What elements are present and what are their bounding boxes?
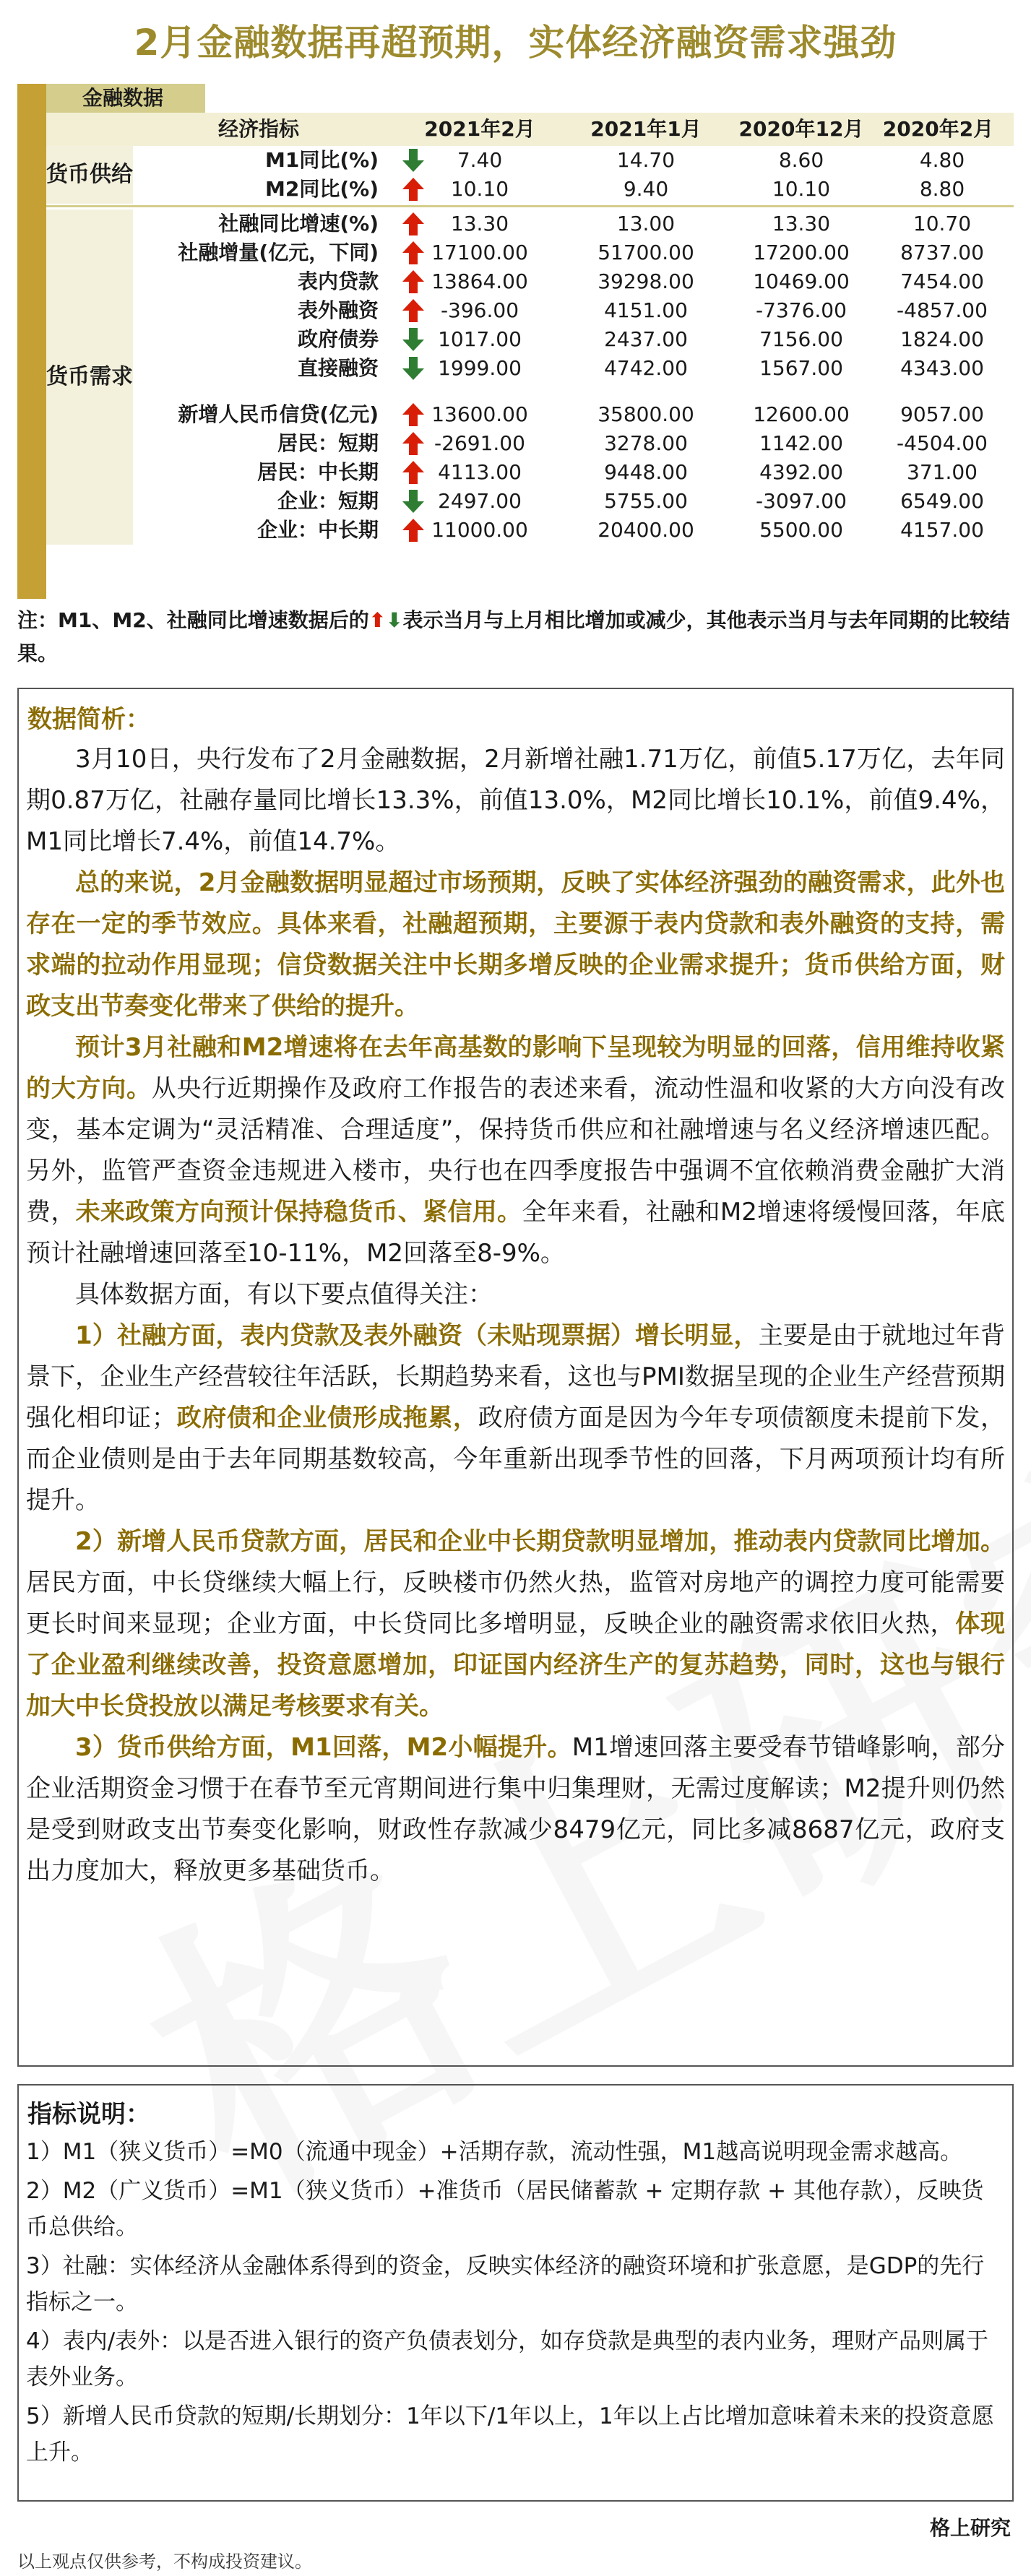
table-row	[133, 429, 1014, 458]
table-section-label: 金融数据	[46, 84, 205, 113]
value-cell: 371.00	[907, 460, 978, 484]
value-cell: -4857.00	[897, 298, 988, 322]
group-label: 货币需求	[46, 209, 133, 545]
value-cell: 13600.00	[431, 402, 528, 426]
value-cell: 4392.00	[759, 460, 843, 484]
analysis-para-5: 1）社融方面，表内贷款及表外融资（未贴现票据）增长明显，主要是由于就地过年背景下，企业生产经营较往年活跃，长期趋势来看，这也与PMI数据呈现的企业生产经营预期强化相印证；政府债和企业债形成拖累，政府债方面是因为今年专项债额度未提前下发，而企业债则是由于去年同期基数较高，今年重新出现季节性的回落，下月两项预计均有所提升。	[26, 1321, 1006, 1515]
table-row	[133, 400, 1014, 429]
definitions-box	[17, 2084, 1014, 2502]
table-note: 注：M1、M2、社融同比增速数据后的⬆⬇表示当月与上月相比增加或减少，其他表示当月与去年同期的比较结果。	[17, 608, 1010, 665]
group-label: 货币供给	[46, 146, 133, 204]
header-indicator: 经济指标	[217, 117, 299, 141]
header-col-2: 2021年1月	[590, 117, 702, 141]
value-cell: 17200.00	[753, 241, 850, 264]
value-cell: 8737.00	[900, 241, 984, 264]
indicator-name: 表内贷款	[297, 269, 379, 293]
indicator-name: 表外融资	[297, 298, 379, 322]
value-cell: -7376.00	[756, 298, 847, 322]
value-cell: 39298.00	[598, 269, 694, 293]
value-cell: 4113.00	[438, 460, 522, 484]
header-col-3: 2020年12月	[738, 117, 864, 141]
indicator-name: 社融同比增速(%)	[218, 212, 379, 235]
table-row	[133, 487, 1014, 516]
value-cell: 4742.00	[604, 356, 688, 380]
indicator-name: 政府债券	[297, 327, 379, 351]
table-row	[133, 238, 1014, 267]
table-row	[133, 267, 1014, 296]
value-cell: 35800.00	[598, 402, 694, 426]
up-arrow-icon: ⬆	[368, 608, 387, 632]
value-cell: 13.30	[450, 212, 509, 235]
indicator-name: 居民：短期	[277, 431, 379, 455]
value-cell: 9057.00	[900, 402, 984, 426]
indicator-name: 企业：短期	[277, 489, 379, 513]
value-cell: -396.00	[440, 298, 519, 322]
value-cell: -3097.00	[756, 489, 847, 513]
header-col-1: 2021年2月	[424, 117, 535, 141]
definition-item: 4）表内/表外：以是否进入银行的资产负债表划分，如存贷款是典型的表内业务，理财产品则属于表外业务。	[26, 2328, 989, 2390]
value-cell: 4343.00	[900, 356, 984, 380]
analysis-para-7: 3）货币供给方面，M1回落，M2小幅提升。M1增速回落主要受春节错峰影响，部分企业活期资金习惯于在春节至元宵期间进行集中归集理财，无需过度解读；M2提升则仍然是受到财政支出节奏变化影响，财政性存款减少8479亿元，同比多减8687亿元，政府支出力度加大，释放更多基础货币。	[26, 1733, 1006, 1885]
definition-item: 3）社融：实体经济从金融体系得到的资金，反映实体经济的融资环境和扩张意愿，是GDP的先行指标之一。	[26, 2253, 985, 2315]
value-cell: 20400.00	[598, 518, 694, 542]
value-cell: 10.10	[772, 177, 831, 201]
value-cell: 1824.00	[900, 327, 984, 351]
indicator-name: M2同比(%)	[265, 177, 379, 201]
table-header-row	[46, 113, 1014, 146]
value-cell: -4504.00	[897, 431, 988, 455]
definitions-title: 指标说明：	[27, 2100, 150, 2129]
value-cell: -2691.00	[434, 431, 525, 455]
value-cell: 5755.00	[604, 489, 688, 513]
value-cell: 7454.00	[900, 269, 984, 293]
table-row	[133, 458, 1014, 487]
definition-item: 1）M1（狭义货币）=M0（流通中现金）+活期存款，流动性强，M1越高说明现金需求越高。	[26, 2139, 963, 2165]
indicator-name: 新增人民币信贷(亿元)	[178, 402, 379, 426]
value-cell: 8.80	[919, 177, 965, 201]
table-row	[133, 516, 1014, 545]
value-cell: 2437.00	[604, 327, 688, 351]
value-cell: 10.10	[450, 177, 509, 201]
value-cell: 2497.00	[438, 489, 522, 513]
table-row	[133, 209, 1014, 238]
value-cell: 7156.00	[759, 327, 843, 351]
value-cell: 7.40	[457, 148, 503, 172]
value-cell: 14.70	[616, 148, 676, 172]
analysis-para-1: 3月10日，央行发布了2月金融数据，2月新增社融1.71万亿，前值5.17万亿，去年同期0.87万亿，社融存量同比增长13.3%，前值13.0%，M2同比增长10.1%，前值9.4%，M1同比增长7.4%，前值14.7%。	[26, 745, 1005, 856]
value-cell: 8.60	[778, 148, 824, 172]
table-row	[133, 146, 1014, 175]
analysis-para-2: 总的来说，2月金融数据明显超过市场预期，反映了实体经济强劲的融资需求，此外也存在一定的季节效应。具体来看，社融超预期，主要源于表内贷款和表外融资的支持，需求端的拉动作用显现；信贷数据关注中长期多增反映的企业需求提升；货币供给方面，财政支出节奏变化带来了供给的提升。	[26, 868, 1005, 1021]
value-cell: 9448.00	[604, 460, 688, 484]
disclaimer: 以上观点仅供参考，不构成投资建议。	[17, 2551, 312, 2572]
value-cell: 13.00	[616, 212, 676, 235]
down-arrow-icon: ⬇	[386, 608, 403, 632]
value-cell: 4151.00	[604, 298, 688, 322]
value-cell: 3278.00	[604, 431, 688, 455]
indicator-name: 居民：中长期	[256, 460, 379, 484]
value-cell: 11000.00	[431, 518, 528, 542]
source-label: 格上研究	[929, 2516, 1011, 2540]
header-col-4: 2020年2月	[882, 117, 994, 141]
page-title: 2月金融数据再超预期，实体经济融资需求强劲	[134, 22, 897, 64]
indicator-name: 企业：中长期	[256, 518, 379, 542]
value-cell: 13864.00	[431, 269, 528, 293]
analysis-para-4: 具体数据方面，有以下要点值得关注：	[75, 1280, 493, 1309]
table-row	[133, 296, 1014, 325]
analysis-title: 数据简析：	[27, 705, 150, 734]
value-cell: 6549.00	[900, 489, 984, 513]
analysis-para-6: 2）新增人民币贷款方面，居民和企业中长期贷款明显增加，推动表内贷款同比增加。居民方面，中长贷继续大幅上行，反映楼市仍然火热，监管对房地产的调控力度可能需要更长时间来显现；企业方面，中长贷同比多增明显，反映企业的融资需求依旧火热，体现了企业盈利继续改善，投资意愿增加，印证国内经济生产的复苏趋势，同时，这也与银行加大中长贷投放以满足考核要求有关。	[26, 1527, 1005, 1721]
value-cell: 10.70	[913, 212, 972, 235]
definition-item: 5）新增人民币贷款的短期/长期划分：1年以下/1年以上，1年以上占比增加意味着未来的投资意愿上升。	[26, 2403, 994, 2465]
table-row	[133, 325, 1014, 354]
value-cell: 1017.00	[438, 327, 522, 351]
indicator-name: 直接融资	[297, 356, 379, 380]
indicator-name: M1同比(%)	[265, 148, 379, 172]
analysis-para-3: 预计3月社融和M2增速将在去年高基数的影响下呈现较为明显的回落，信用维持收紧的大方向。从央行近期操作及政府工作报告的表述来看，流动性温和收紧的大方向没有改变，基本定调为“灵活精准、合理适度”，保持货币供应和社融增速与名义经济增速匹配。另外，监管严查资金违规进入楼市，央行也在四季度报告中强调不宜依赖消费金融扩大消费，未来政策方向预计保持稳货币、紧信用。全年来看，社融和M2增速将缓慢回落，年底预计社融增速回落至10-11%，M2回落至8-9%。	[26, 1033, 1006, 1268]
value-cell: 1142.00	[759, 431, 843, 455]
value-cell: 17100.00	[431, 241, 528, 264]
table-row	[133, 175, 1014, 204]
financial-data-table	[17, 84, 1014, 599]
table-side-bar	[17, 84, 46, 599]
value-cell: 13.30	[772, 212, 831, 235]
value-cell: 4157.00	[900, 518, 984, 542]
value-cell: 51700.00	[598, 241, 694, 264]
value-cell: 1999.00	[438, 356, 522, 380]
indicator-name: 社融增量(亿元，下同)	[178, 241, 379, 264]
value-cell: 1567.00	[759, 356, 843, 380]
value-cell: 12600.00	[753, 402, 850, 426]
table-row	[133, 354, 1014, 383]
value-cell: 5500.00	[759, 518, 843, 542]
value-cell: 4.80	[919, 148, 965, 172]
definition-item: 2）M2（广义货币）=M1（狭义货币）+准货币（居民储蓄款 + 定期存款 + 其他存款），反映货币总供给。	[26, 2178, 984, 2240]
value-cell: 10469.00	[753, 269, 850, 293]
value-cell: 9.40	[623, 177, 669, 201]
